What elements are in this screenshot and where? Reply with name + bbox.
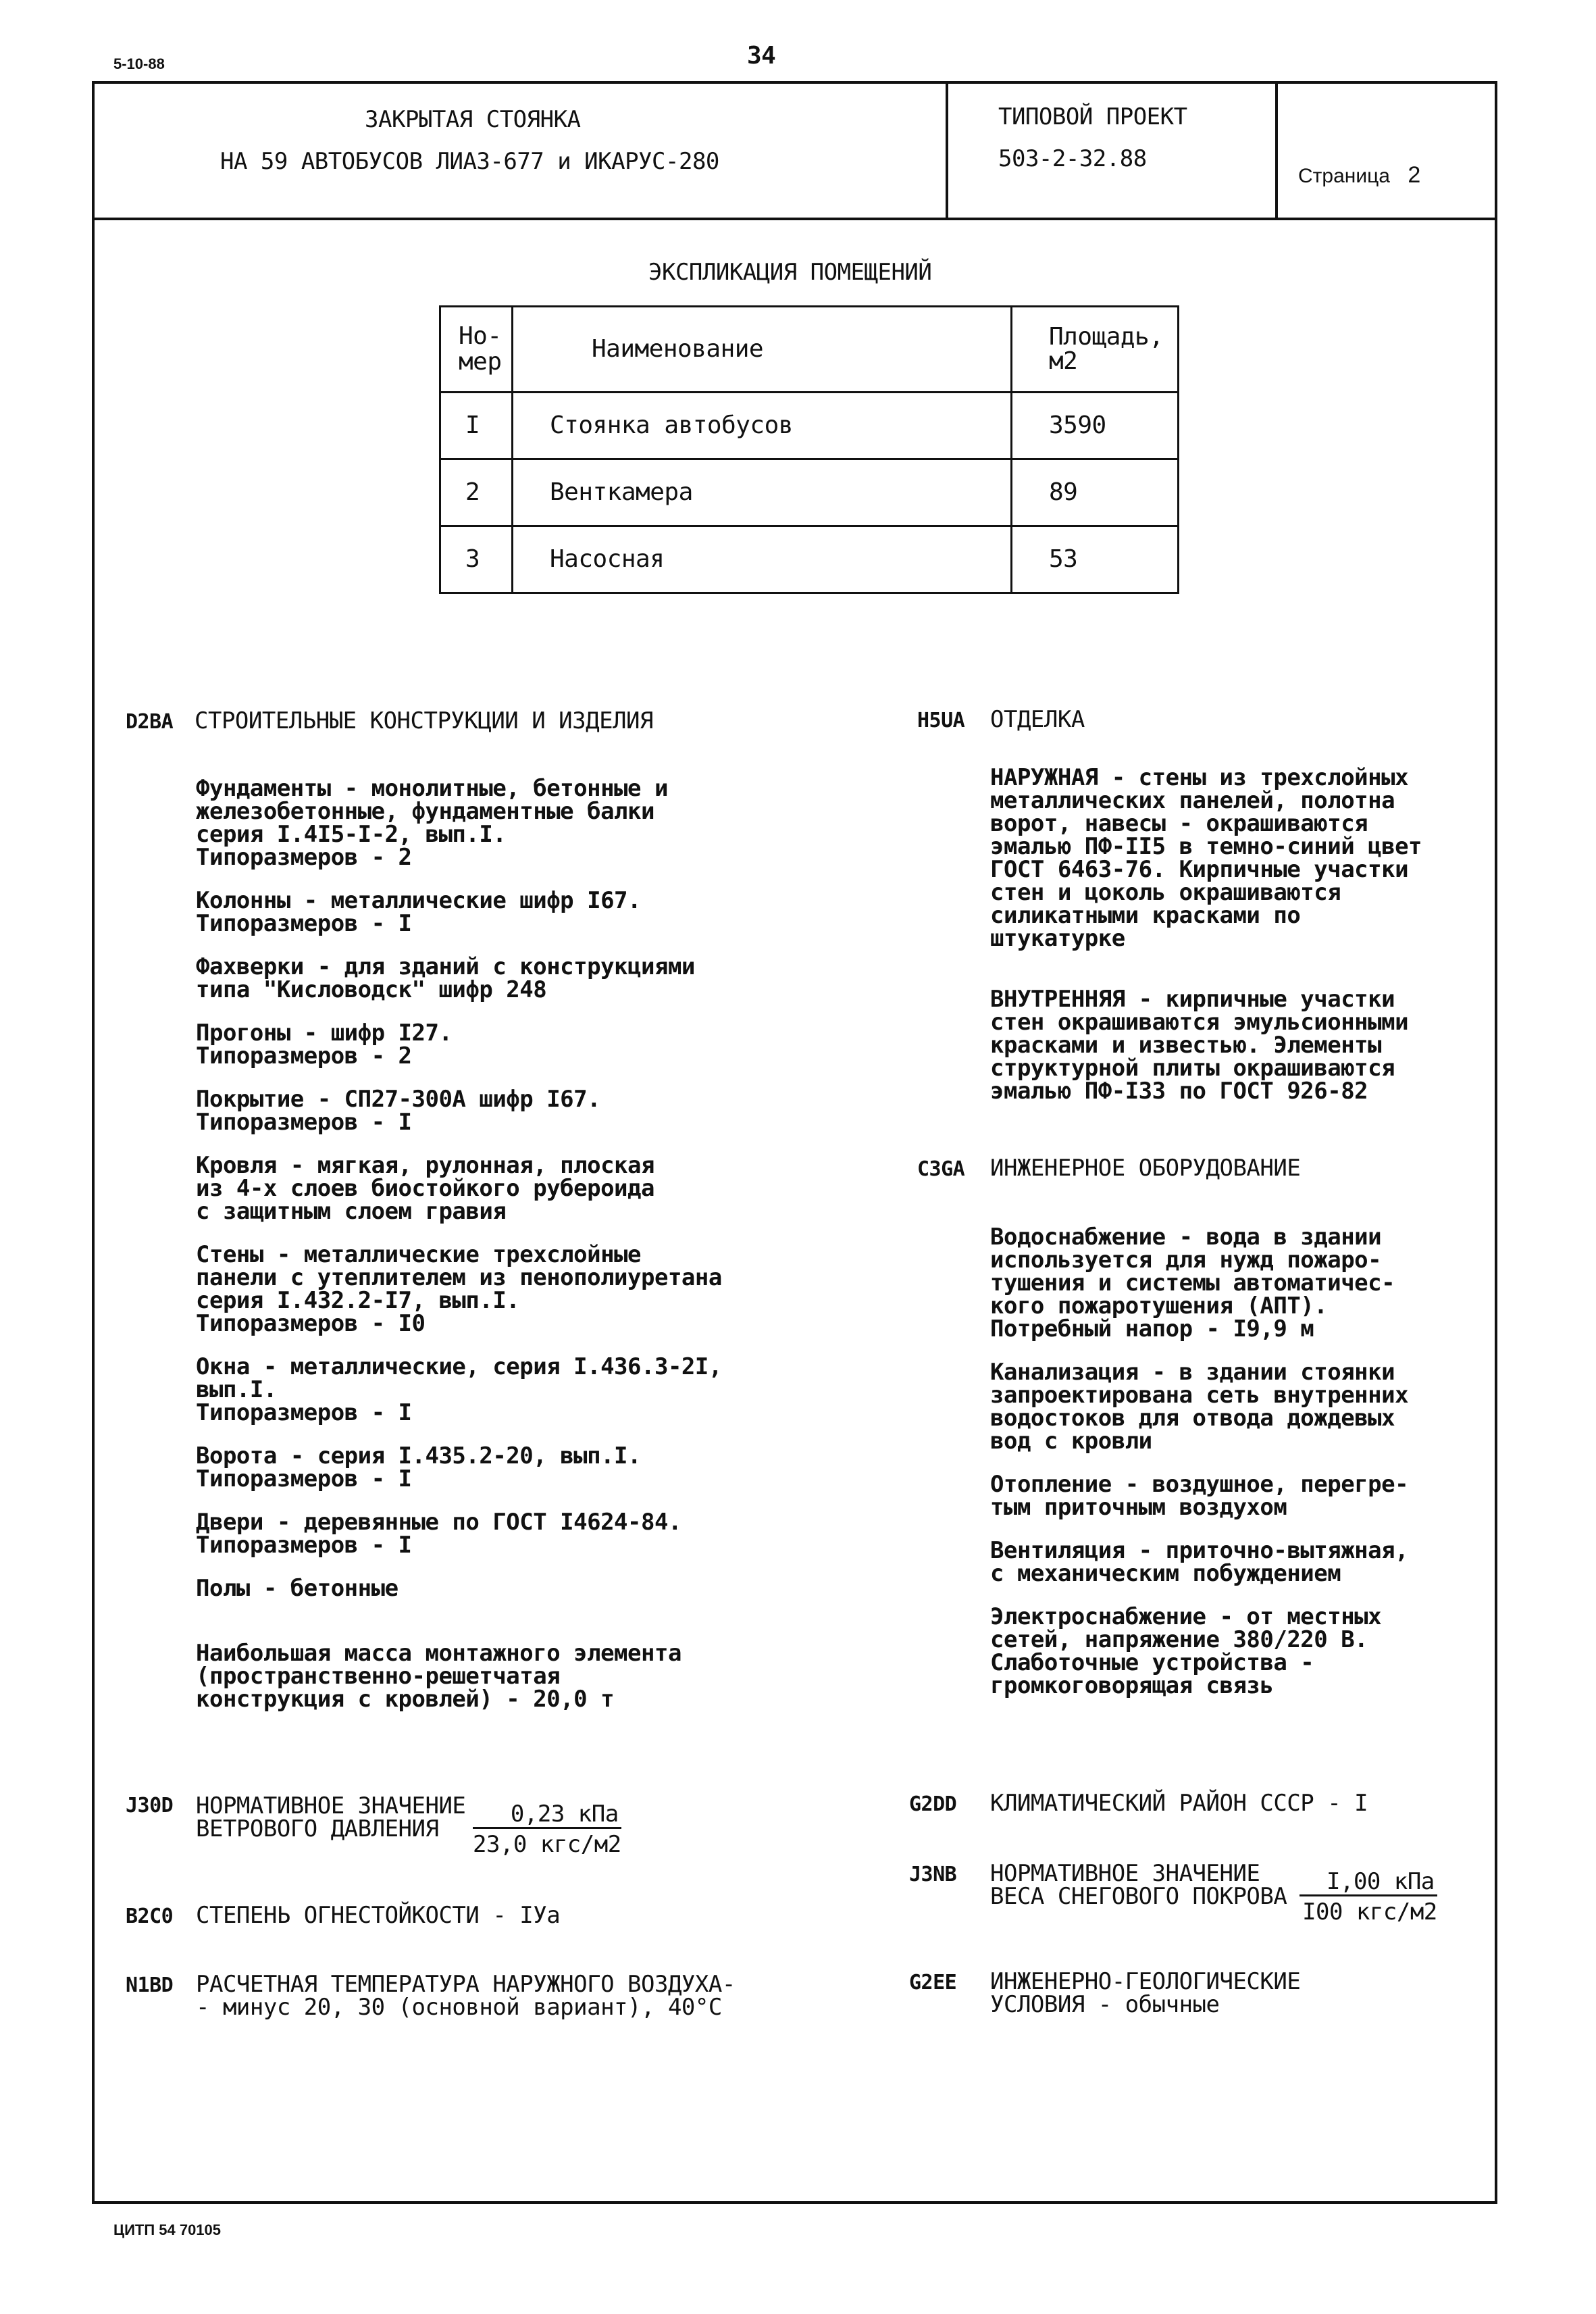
structure-item: Кровля - мягкая, рулонная, плоская из 4-х слоев биостойкого рубероида с защитным слоем гравия — [196, 1152, 654, 1225]
page-label — [1298, 162, 1420, 188]
room-name: Стоянка автобусов — [513, 393, 1012, 459]
structure-item: Прогоны - шифр I27. Типоразмеров - 2 — [196, 1020, 453, 1070]
structure-item: Окна - металлические, серия I.436.3-2I, вып.I. Типоразмеров - I — [196, 1353, 722, 1426]
engineering-item: Канализация - в здании стоянки запроектирована сеть внутренних водостоков для отвода дождевых вод с кровли — [990, 1359, 1409, 1455]
project-label: ТИПОВОЙ ПРОЕКТ — [998, 103, 1187, 130]
engineering-list — [990, 1226, 1476, 1697]
snow-fraction — [1299, 1868, 1437, 1926]
title-block-bottom-line — [92, 218, 1497, 220]
climate-code: G2DD — [909, 1792, 957, 1816]
header-name: Наименование — [513, 307, 1012, 393]
structure-item: Фундаменты - монолитные, бетонные и железобетонные, фундаментные балки серия I.4I5-I-2, вып.I. Типоразмеров - 2 — [196, 775, 668, 871]
finishing-title: ОТДЕЛКА — [990, 706, 1085, 733]
structure-item: Стены - металлические трехслойные панели с утеплителем из пенополиуретана серия I.432.2-I7, вып.I. Типоразмеров - I0 — [196, 1241, 722, 1337]
wind-label — [196, 1794, 465, 1840]
snow-value-kgs: I00 кгс/м2 — [1302, 1898, 1437, 1926]
room-area: 53 — [1012, 526, 1179, 593]
engineering-item: Вентиляция - приточно-вытяжная, с механическим побуждением — [990, 1537, 1409, 1587]
object-title-line2: НА 59 АВТОБУСОВ ЛИАЗ-677 и ИКАРУС-280 — [220, 148, 719, 175]
snow-label — [990, 1862, 1287, 1908]
room-number: 2 — [440, 459, 513, 526]
room-name: Насосная — [513, 526, 1012, 593]
max-mass: Наибольшая масса монтажного элемента (пространственно-решетчатая конструкция с кровлей) - 20,0 т — [196, 1640, 681, 1713]
room-area: 89 — [1012, 459, 1179, 526]
structures-code: D2BA — [126, 710, 174, 734]
page-label-text: Страница — [1298, 165, 1390, 187]
room-number: 3 — [440, 526, 513, 593]
snow-code: J3NB — [909, 1863, 957, 1886]
geology-text: ИНЖЕНЕРНО-ГЕОЛОГИЧЕСКИЕ УСЛОВИЯ - обычные — [990, 1968, 1301, 2018]
wind-label-text: НОРМАТИВНОЕ ЗНАЧЕНИЕ ВЕТРОВОГО ДАВЛЕНИЯ — [196, 1792, 466, 1842]
rooms-table-header — [440, 307, 1179, 393]
fire-text: СТЕПЕНЬ ОГНЕСТОЙКОСТИ - IУа — [196, 1902, 561, 1929]
room-name: Венткамера — [513, 459, 1012, 526]
climate-text: КЛИМАТИЧЕСКИЙ РАЙОН СССР - I — [990, 1790, 1368, 1817]
fire-code: B2C0 — [126, 1905, 174, 1928]
geology-block — [990, 1970, 1300, 2016]
temperature-block — [196, 1973, 736, 2019]
finishing-interior: ВНУТРЕННЯЯ - кирпичные участки стен окрашиваются эмульсионными красками и известью. Элементы структурной плиты окрашиваются эмалью ПФ-I33 по ГОСТ 926-82 — [990, 986, 1409, 1105]
structure-item: Фахверки - для зданий с конструкциями типа "Кисловодск" шифр 248 — [196, 953, 695, 1003]
header-number: Но- мер — [440, 307, 513, 393]
header-area: Площадь, м2 — [1012, 307, 1179, 393]
structure-item: Ворота - серия I.435.2-20, вып.I. Типоразмеров - I — [196, 1442, 642, 1492]
title-block-divider-1 — [946, 81, 948, 219]
table-row — [440, 526, 1179, 593]
temperature-code: N1BD — [126, 1973, 174, 1997]
corner-code: 5-10-88 — [113, 55, 165, 72]
object-title-line1: ЗАКРЫТАЯ СТОЯНКА — [365, 106, 581, 133]
finishing-code: H5UA — [917, 709, 965, 732]
structures-list — [196, 777, 804, 1711]
finishing-text — [990, 766, 1476, 1103]
footer-code: ЦИТП 54 70105 — [113, 2221, 222, 2238]
snow-value — [1299, 1868, 1437, 1926]
wind-value — [473, 1803, 621, 1856]
structure-item: Двери - деревянные по ГОСТ I4624-84. Типоразмеров - I — [196, 1509, 681, 1559]
engineering-item: Отопление - воздушное, перегре- тым приточным воздухом — [990, 1471, 1409, 1521]
structure-item: Колонны - металлические шифр I67. Типоразмеров - I — [196, 887, 642, 937]
wind-value-kpa: 0,23 кПа — [473, 1803, 621, 1829]
sheet-number: 34 — [747, 42, 776, 70]
title-block-divider-2 — [1275, 81, 1278, 219]
engineering-code: C3GA — [917, 1157, 965, 1181]
structure-item: Покрытие - СП27-300А шифр I67. Типоразмеров - I — [196, 1086, 601, 1136]
room-number: I — [440, 393, 513, 459]
engineering-item: Водоснабжение - вода в здании используется для нужд пожаро- тушения и системы автоматичес- кого пожаротушения (АПТ). Потребный напор - I9,9 м — [990, 1224, 1395, 1342]
table-row — [440, 393, 1179, 459]
engineering-item: Электроснабжение - от местных сетей, напряжение 380/220 В. Слаботочные устройства - громкоговорящая связь — [990, 1603, 1382, 1699]
temperature-text: РАСЧЕТНАЯ ТЕМПЕРАТУРА НАРУЖНОГО ВОЗДУХА- - минус 20, 30 (основной вариант), 40°С — [196, 1971, 736, 2021]
room-area: 3590 — [1012, 393, 1179, 459]
rooms-table — [439, 305, 1179, 594]
rooms-title: ЭКСПЛИКАЦИЯ ПОМЕЩЕНИЙ — [648, 259, 932, 286]
table-row — [440, 459, 1179, 526]
geology-code: G2EE — [909, 1971, 957, 1994]
wind-code: J30D — [126, 1794, 174, 1817]
wind-value-kgs: 23,0 кгс/м2 — [473, 1831, 621, 1858]
wind-fraction — [473, 1803, 621, 1856]
snow-label-text: НОРМАТИВНОЕ ЗНАЧЕНИЕ ВЕСА СНЕГОВОГО ПОКРОВА — [990, 1860, 1287, 1910]
project-number: 503-2-32.88 — [998, 145, 1147, 172]
engineering-title: ИНЖЕНЕРНОЕ ОБОРУДОВАНИЕ — [990, 1155, 1301, 1182]
structures-title: СТРОИТЕЛЬНЫЕ КОНСТРУКЦИИ И ИЗДЕЛИЯ — [195, 707, 653, 734]
snow-value-kpa: I,00 кПа — [1299, 1870, 1437, 1896]
finishing-exterior: НАРУЖНАЯ - стены из трехслойных металлических панелей, полотна ворот, навесы - окрашиваются эмалью ПФ-II5 в темно-синий цвет ГОСТ 6463-76. Кирпичные участки стен и цоколь окрашиваются силикатными красками по штукатурке — [990, 764, 1422, 952]
page-value: 2 — [1408, 162, 1421, 188]
structure-item: Полы - бетонные — [196, 1575, 398, 1602]
